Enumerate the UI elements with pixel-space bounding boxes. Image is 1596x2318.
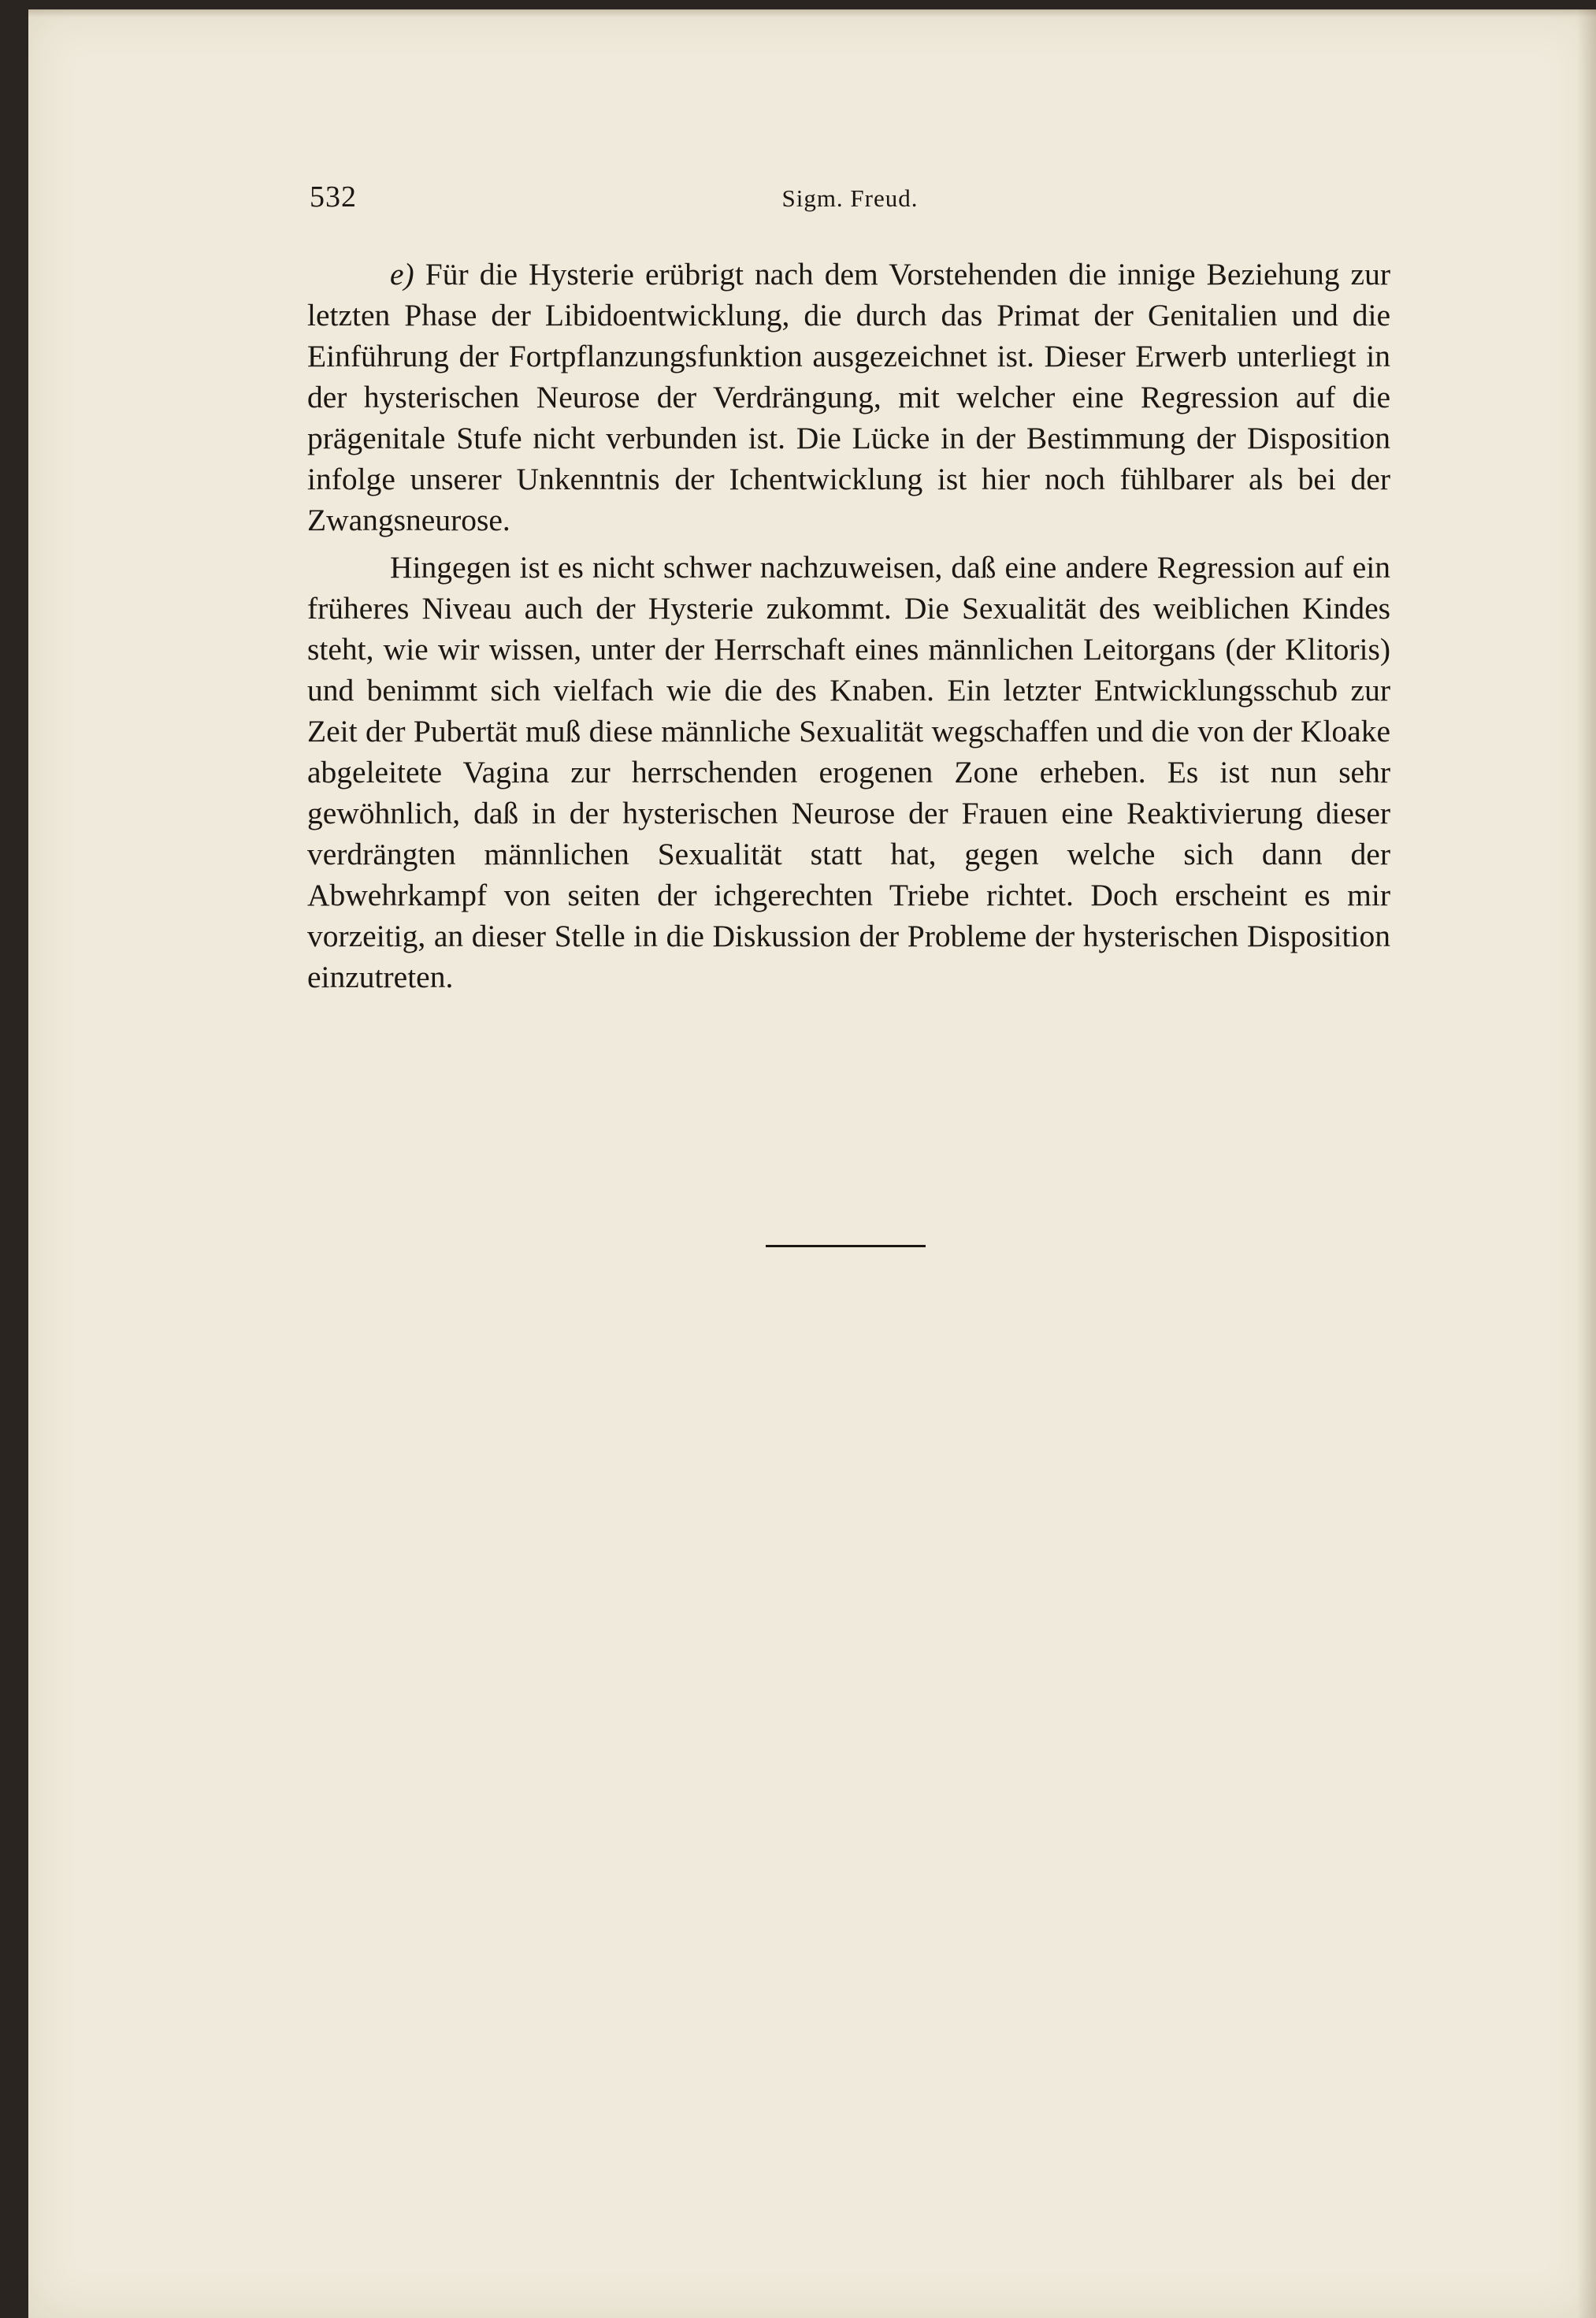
paragraph-label: e) bbox=[390, 257, 414, 292]
sheet-right-edge bbox=[1577, 9, 1596, 2318]
paragraph bbox=[307, 254, 1390, 540]
section-end-rule bbox=[766, 1245, 926, 1247]
paragraph-text: Für die Hysterie erübrigt nach dem Vorstehenden die innige Beziehung zur letzten Phase der Libidoentwicklung, die durch das Primat der Genitalien und die Einführung der Fortpflanzungsfunktion ausgezeichnet ist. Dieser Erwerb unterliegt in der hysterischen Neurose der Verdrängung, mit welcher eine Regression auf die prägenitale Stufe nicht verbunden ist. Die Lücke in der Bestimmung der Disposition infolge unserer Unkenntnis der Ichentwicklung ist hier noch fühlbarer als bei der Zwangsneurose. bbox=[307, 257, 1390, 537]
page-header bbox=[310, 180, 1390, 217]
body-text bbox=[307, 254, 1390, 1004]
sheet-top-shadow bbox=[28, 9, 1596, 17]
paragraph-text: Hingegen ist es nicht schwer nachzuweisen, daß eine andere Regression auf ein früheres Niveau auch der Hysterie zukommt. Die Sexualität des weiblichen Kindes steht, wie wir wissen, unter der Herrschaft eines männlichen Leitorgans (der Klitoris) und benimmt sich vielfach wie die des Knaben. Ein letzter Entwicklungsschub zur Zeit der Pubertät muß diese männliche Sexualität wegschaffen und die von der Kloake abgeleitete Vagina zur herrschenden erogenen Zone erheben. Es ist nun sehr gewöhnlich, daß in der hysterischen Neurose der Frauen eine Reaktivierung dieser verdrängten männlichen Sexualität statt hat, gegen welche sich dann der Abwehrkampf von seiten der ichgerechten Triebe richtet. Doch erscheint es mir vorzeitig, an dieser Stelle in die Diskussion der Probleme der hysterischen Disposition einzutreten. bbox=[307, 550, 1390, 994]
running-head: Sigm. Freud. bbox=[781, 184, 919, 212]
paragraph bbox=[307, 547, 1390, 997]
page-number: 532 bbox=[310, 180, 357, 214]
